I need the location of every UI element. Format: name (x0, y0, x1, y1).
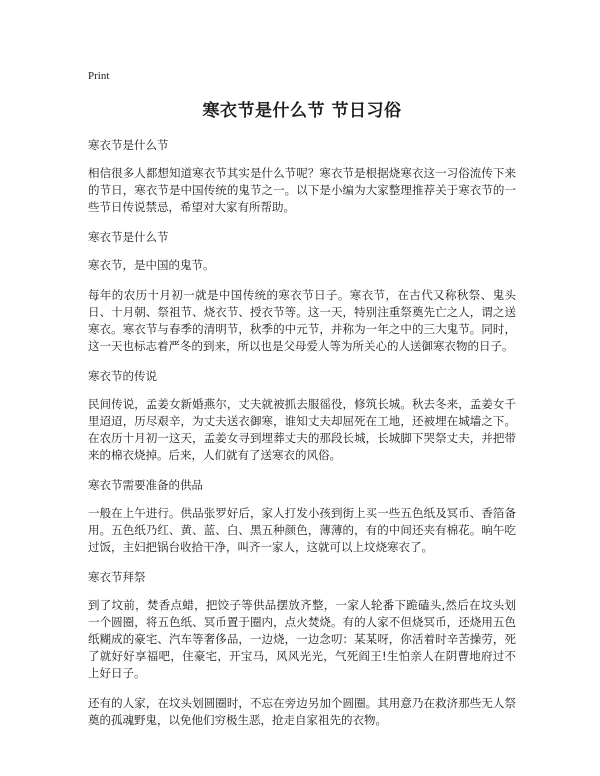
paragraph: 到了坟前，焚香点蜡，把饺子等供品摆放齐整，一家人轮番下跪磕头,然后在坟头划一个圆圈，将五色纸、冥币置于圈内，点火焚烧。有的人家不但烧冥币，还烧用五色纸糊成的豪宅、汽车等奢侈品，一边烧，一边念叨：某某呀，你活着时辛苦操劳，死了就好好享福吧，住豪宅，开宝马，风风光光，气死阎王!生怕亲人在阴曹地府过不上好日子。 (88, 598, 516, 680)
section-heading: 寒衣节是什么节 (88, 230, 169, 244)
section-heading: 寒衣节需要准备的供品 (88, 478, 203, 492)
paragraph: 每年的农历十月初一就是中国传统的寒衣节日子。寒衣节，在古代又称秋祭、鬼头日、十月朝、祭祖节、烧衣节、授衣节等。这一天，特别注重祭奠先亡之人，谓之送寒衣。寒衣节与春季的清明节，秋季的中元节，并称为一年之中的三大鬼节。同时，这一天也标志着严冬的到来，所以也是父母爱人等为所关心的人送御寒衣物的日子。 (88, 288, 516, 353)
section-heading: 寒衣节拜祭 (88, 570, 146, 584)
paragraph: 一般在上午进行。供品张罗好后，家人打发小孩到街上买一些五色纸及冥币、香箔备用。五色纸乃红、黄、蓝、白、黑五种颜色，薄薄的，有的中间还夹有棉花。晌午吃过饭，主妇把锅台收拾干净，叫齐一家人，这就可以上坟烧寒衣了。 (88, 506, 516, 554)
paragraph: 还有的人家，在坟头划圆圈时，不忘在旁边另加个圆圈。其用意乃在救济那些无人祭奠的孤魂野鬼，以免他们穷极生恶，抢走自家祖先的衣物。 (88, 696, 516, 727)
section-heading: 寒衣节的传说 (88, 369, 157, 383)
document-page (88, 70, 516, 742)
paragraph: 民间传说，孟姜女新婚燕尔，丈夫就被抓去服徭役，修筑长城。秋去冬来，孟姜女千里迢迢，历尽艰辛，为丈夫送衣御寒，谁知丈夫却屈死在工地，还被埋在城墙之下。在农历十月初一这天，孟姜女寻到埋葬丈夫的那段长城，长城脚下哭祭丈夫，并把带来的棉衣烧掉。后来，人们就有了送寒衣的风俗。 (88, 397, 516, 462)
page-title: 寒衣节是什么节 节日习俗 (202, 101, 402, 121)
print-link[interactable]: Print (88, 70, 110, 82)
paragraph: 相信很多人都想知道寒衣节其实是什么节呢？寒衣节是根据烧寒衣这一习俗流传下来的节日，寒衣节是中国传统的鬼节之一。以下是小编为大家整理推荐关于寒衣节的一些节日传说禁忌，希望对大家有所帮助。 (88, 166, 516, 214)
paragraph: 寒衣节，是中国的鬼节。 (88, 258, 215, 272)
section-heading: 寒衣节是什么节 (88, 138, 169, 152)
